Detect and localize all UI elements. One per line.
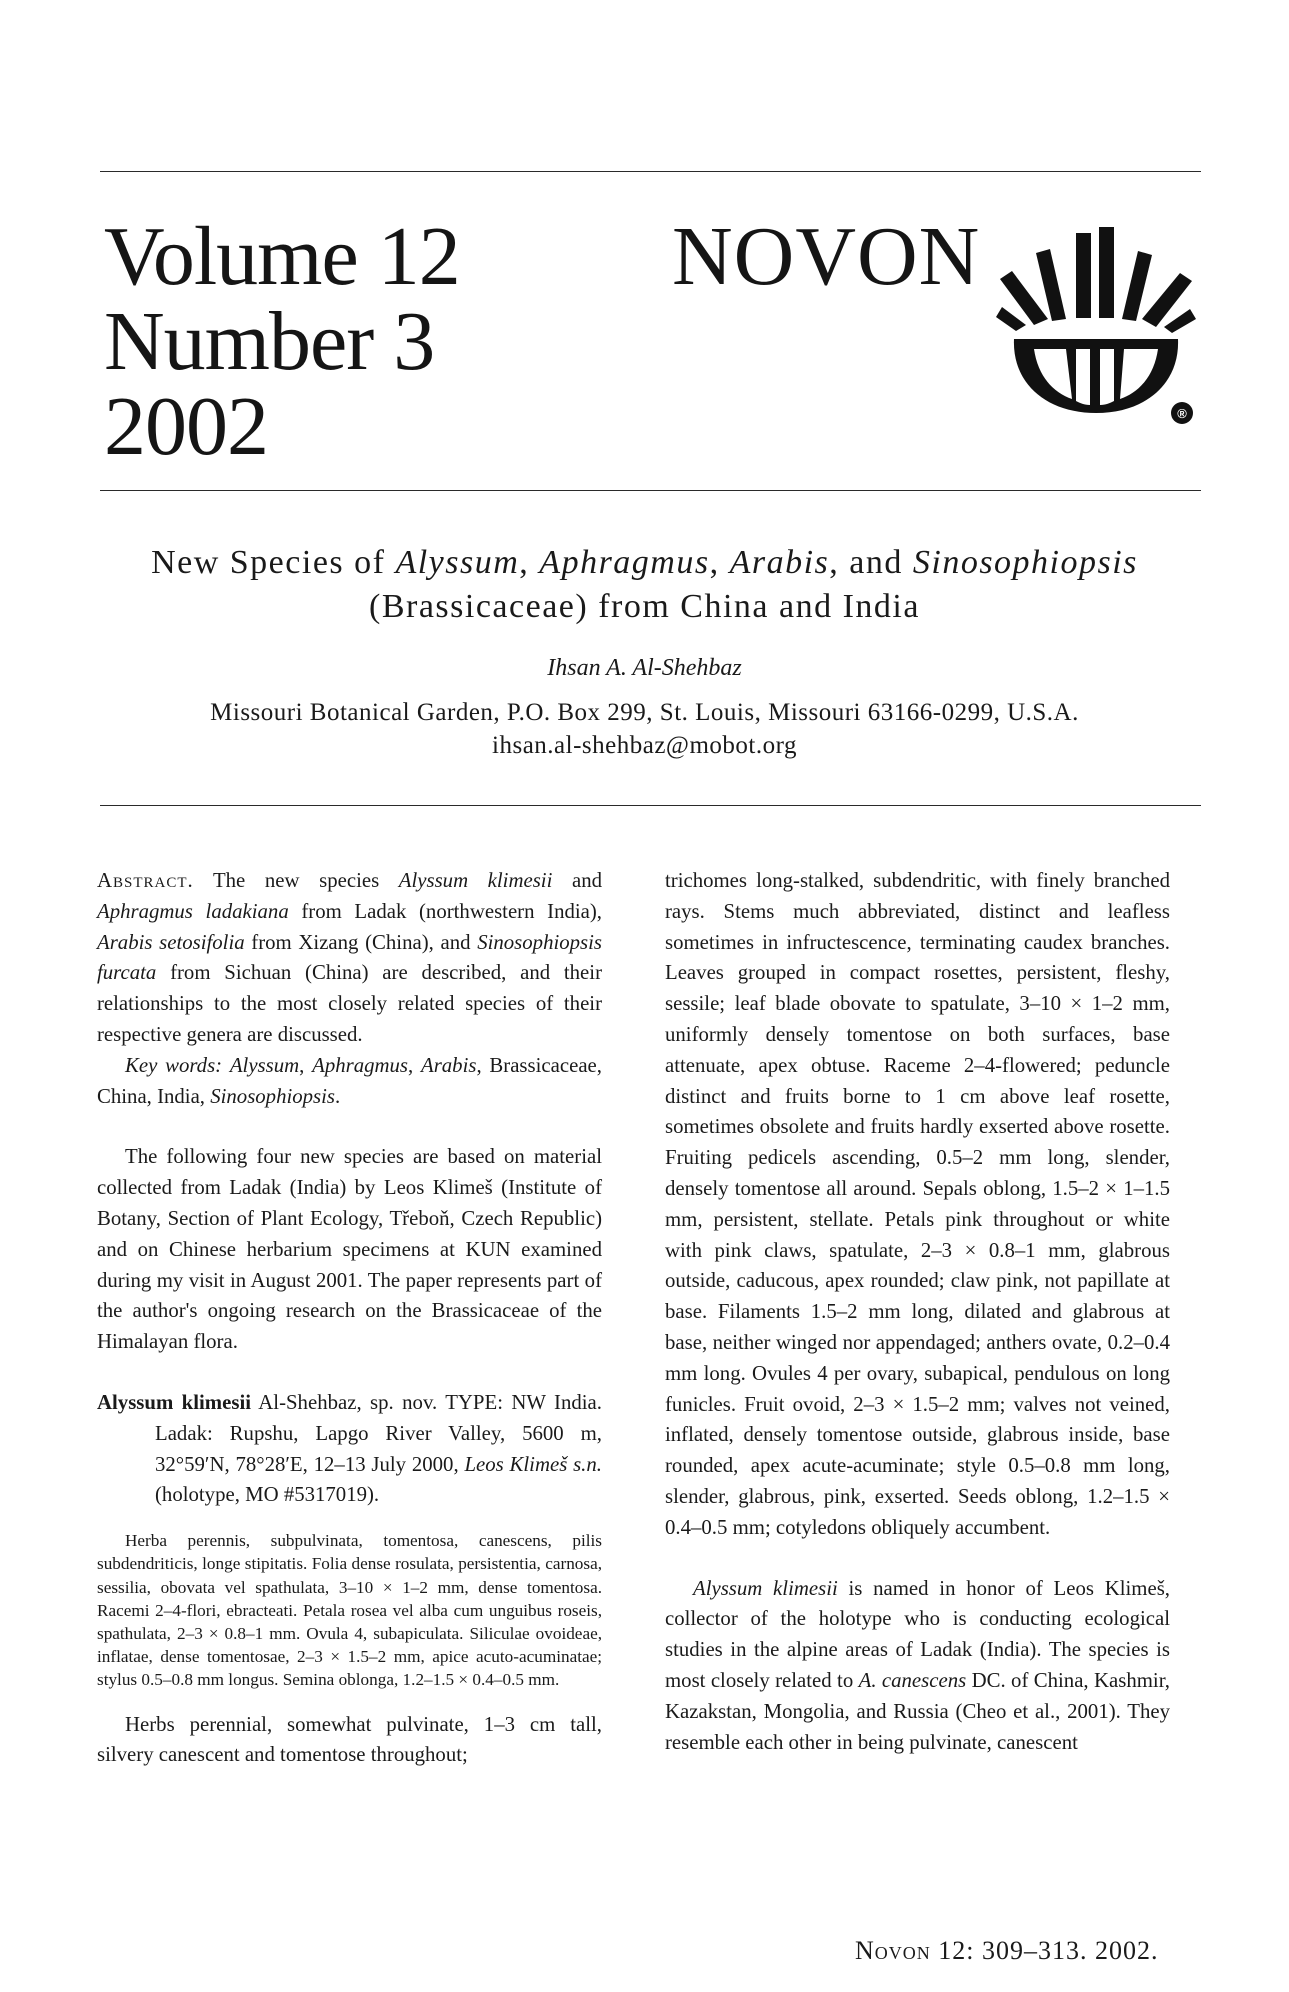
article-title-line2: (Brassicaceae) from China and India [369, 588, 920, 625]
registered-mark: ® [1177, 406, 1187, 421]
novon-logo-icon [996, 213, 1196, 428]
year-label: 2002 [104, 380, 268, 473]
footer-citation: 12: 309–313. 2002. [930, 1936, 1159, 1965]
article-title-line1: New Species of Alyssum, Aphragmus, Arabis, and Sinosophiopsis [151, 544, 1138, 581]
page-citation [855, 1935, 1159, 1967]
volume-label: Volume 12 [104, 210, 460, 303]
introduction-paragraph: The following four new species are based on material collected from Ladak (India) by Leos Klimeš (Institute of Botany, Section of Plant Ecology, Třeboň, Czech Republic) and on Chinese herbarium specimens at KUN examined during my visit in August 2001. The paper represents part of the author's ongoing research on the Brassicaceae of the Himalayan flora. [97, 1145, 602, 1354]
author-affiliation: Missouri Botanical Garden, P.O. Box 299, St. Louis, Missouri 63166-0299, U.S.A. [210, 699, 1079, 726]
title-rule [100, 805, 1201, 806]
right-column [665, 866, 1170, 1758]
keywords: Key words: Alyssum, Aphragmus, Arabis, Brassicaceae, China, India, Sinosophiopsis. [97, 1053, 602, 1108]
footer-journal: Novon [855, 1936, 931, 1965]
latin-diagnosis: Herba perennis, subpulvinata, tomentosa, canescens, pilis subdendriticis, longe stipitatis. Folia dense rosulata, persistentia, carnosa, sessilia, obovata vel spathulata, 3–10 × 1–2 mm, dense tomentosa. Racemi 2–4-flori, ebracteati. Petala rosea vel alba cum unguibus roseis, spathulata, 2–3 × 0.8–1 mm. Ovula 4, subapiculata. Siliculae ovoideae, inflatae, dense tomentosae, 2–3 × 1.5–2 mm, apice acuto-acuminatae; stylus 0.5–0.8 mm longus. Semina oblonga, 1.2–1.5 × 0.4–0.5 mm. [97, 1531, 602, 1690]
species-name: Alyssum klimesii [97, 1390, 252, 1414]
abstract-label: Abstract. [97, 869, 194, 892]
abstract: Abstract. The new species Alyssum klimesii and Aphragmus ladakiana from Ladak (northwestern India), Arabis setosifolia from Xizang (China), and Sinosophiopsis furcata from Sichuan (China) are described, and their relationships to the most closely related species of their respective genera are discussed. [97, 869, 603, 1046]
number-label: Number 3 [104, 295, 435, 388]
keywords-label: Key words: [125, 1053, 223, 1077]
left-column [97, 866, 602, 1771]
species-heading: Alyssum klimesii Al-Shehbaz, sp. nov. TYPE: NW India. Ladak: Rupshu, Lapgo River Valley, 5600 m, 32°59′N, 78°28′E, 12–13 July 2000, Leos Klimeš s.n. (holotype, MO #5317019). [97, 1390, 602, 1507]
description-paragraph: Herbs perennial, somewhat pulvinate, 1–3 cm tall, silvery canescent and tomentose throughout; [97, 1712, 602, 1767]
description-continued: trichomes long-stalked, subdendritic, with finely branched rays. Stems much abbreviated, distinct and leafless sometimes in infructescence, terminating caudex branches. Leaves grouped in compact rosettes, persistent, fleshy, sessile; leaf blade obovate to spatulate, 3–10 × 1–2 mm, uniformly densely tomentose on both surfaces, base attenuate, apex obtuse. Raceme 2–4-flowered; peduncle distinct and fruits borne to 1 cm above leaf rosette, sometimes obsolete and fruits hardly exserted above rosette. Fruiting pedicels ascending, 0.5–2 mm long, slender, densely tomentose all around. Sepals oblong, 1.5–2 × 1–1.5 mm, persistent, stellate. Petals pink throughout or white with pink claws, spatulate, 2–3 × 0.8–1 mm, glabrous outside, caducous, apex rounded; claw pink, not papillate at base. Filaments 1.5–2 mm long, dilated and glabrous at base, neither winged nor appendaged; anthers ovate, 0.2–0.4 mm long. Ovules 4 per ovary, subapical, pendulous on long funicles. Fruit ovoid, 2–3 × 1.5–2 mm; valves not veined, inflated, densely tomentose outside, glabrous inside, base rounded, apex acute-acuminate; style 0.5–0.8 mm long, slender, glabrous, pink, exserted. Seeds oblong, 1.2–1.5 × 0.4–0.5 mm; cotyledons obliquely accumbent. [665, 869, 1170, 1539]
header-rule [100, 490, 1201, 491]
top-rule [100, 171, 1201, 172]
author-email: ihsan.al-shehbaz@mobot.org [492, 732, 797, 759]
author-name: Ihsan A. Al-Shehbaz [547, 655, 742, 681]
discussion-paragraph: Alyssum klimesii is named in honor of Leos Klimeš, collector of the holotype who is conducting ecological studies in the alpine areas of Ladak (India). The species is most closely related to A. canescens DC. of China, Kashmir, Kazakstan, Mongolia, and Russia (Cheo et al., 2001). They resemble each other in being pulvinate, canescent [665, 1576, 1170, 1754]
journal-name: NOVON [672, 210, 981, 303]
